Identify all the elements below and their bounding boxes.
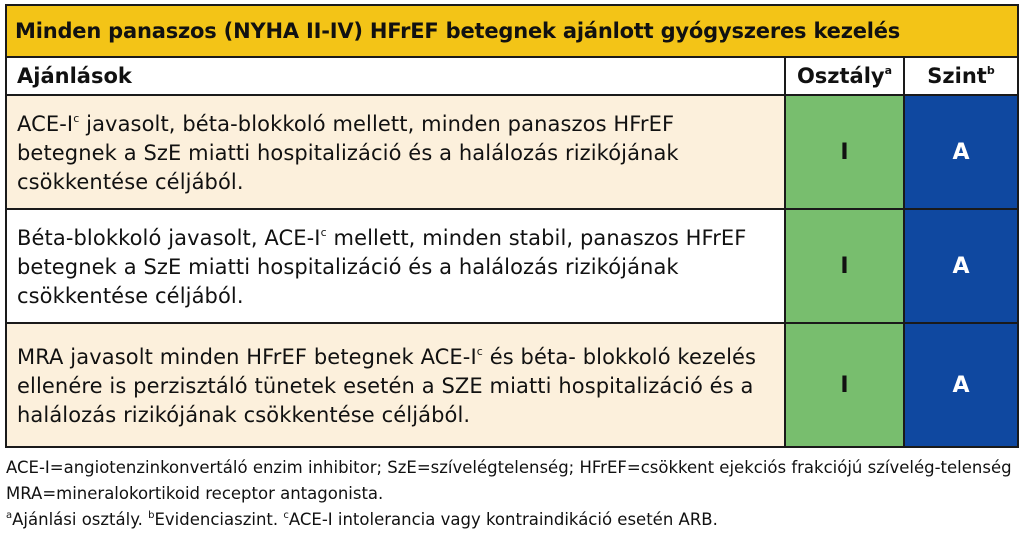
definitions-note bbox=[6, 507, 1018, 533]
table-title-row bbox=[6, 5, 1018, 57]
class-cell: I bbox=[785, 209, 904, 323]
abbreviations-note: ACE-I=angiotenzinkonvertáló enzim inhibitor; SzE=szívelégtelenség; HFrEF=csökkent ejekciós frakciójú szívelég-telenség MRA=mineralokortikoid receptor antagonista. bbox=[6, 458, 1012, 503]
recommendation-text-part: mellett, minden stabil, panaszos HFrEF betegnek a SzE miatti hospitalizáció és a halálozás rizikójának csökkentése céljából. bbox=[17, 225, 747, 308]
recommendation-text bbox=[6, 95, 785, 209]
note-c-text: ACE-I intolerancia vagy kontraindikáció esetén ARB. bbox=[288, 510, 718, 529]
header-class bbox=[785, 57, 904, 95]
header-level-label: Szint bbox=[927, 64, 987, 88]
footnote-mark: c bbox=[73, 111, 80, 125]
recommendation-text-part: és béta- blokkoló kezelés ellenére is perzisztáló tünetek esetén a SZE miatti hospitalizáció és a halálozás rizikójának csökkentése céljából. bbox=[17, 344, 757, 427]
header-class-label: Osztály bbox=[796, 64, 885, 88]
recommendation-text bbox=[6, 323, 785, 447]
recommendation-text-part: MRA javasolt minden HFrEF betegnek ACE-I bbox=[17, 344, 477, 369]
recommendation-text-part: Béta-blokkoló javasolt, ACE-I bbox=[17, 225, 321, 250]
header-class-footnote-mark: a bbox=[884, 64, 893, 77]
footnote-mark-c: c bbox=[283, 510, 289, 521]
recommendation-table-container bbox=[5, 4, 1017, 448]
note-a-text: Ajánlási osztály. bbox=[12, 510, 149, 529]
class-cell: I bbox=[785, 95, 904, 209]
recommendation-table bbox=[5, 4, 1019, 448]
class-cell: I bbox=[785, 323, 904, 447]
table-title: Minden panaszos (NYHA II-IV) HFrEF betegnek ajánlott gyógyszeres kezelés bbox=[6, 5, 1018, 57]
level-cell: A bbox=[904, 323, 1018, 447]
footnote-mark: c bbox=[476, 344, 483, 358]
recommendation-text-part: ACE-I bbox=[17, 111, 74, 136]
footnote-mark-a: a bbox=[6, 510, 13, 521]
recommendation-text bbox=[6, 209, 785, 323]
level-cell: A bbox=[904, 209, 1018, 323]
table-row bbox=[6, 323, 1018, 447]
footnote-mark-b: b bbox=[148, 510, 155, 521]
table-row bbox=[6, 95, 1018, 209]
header-level-footnote-mark: b bbox=[986, 64, 995, 77]
table-row bbox=[6, 209, 1018, 323]
table-header-row bbox=[6, 57, 1018, 95]
note-b-text: Evidenciaszint. bbox=[154, 510, 284, 529]
recommendation-text-part: javasolt, béta-blokkoló mellett, minden panaszos HFrEF betegnek a SzE miatti hospitalizáció és a halálozás rizikójának csökkentése céljából. bbox=[17, 111, 679, 194]
header-recommendations: Ajánlások bbox=[6, 57, 785, 95]
footnotes bbox=[6, 455, 1018, 533]
header-level bbox=[904, 57, 1018, 95]
footnote-mark: c bbox=[320, 225, 327, 239]
level-cell: A bbox=[904, 95, 1018, 209]
